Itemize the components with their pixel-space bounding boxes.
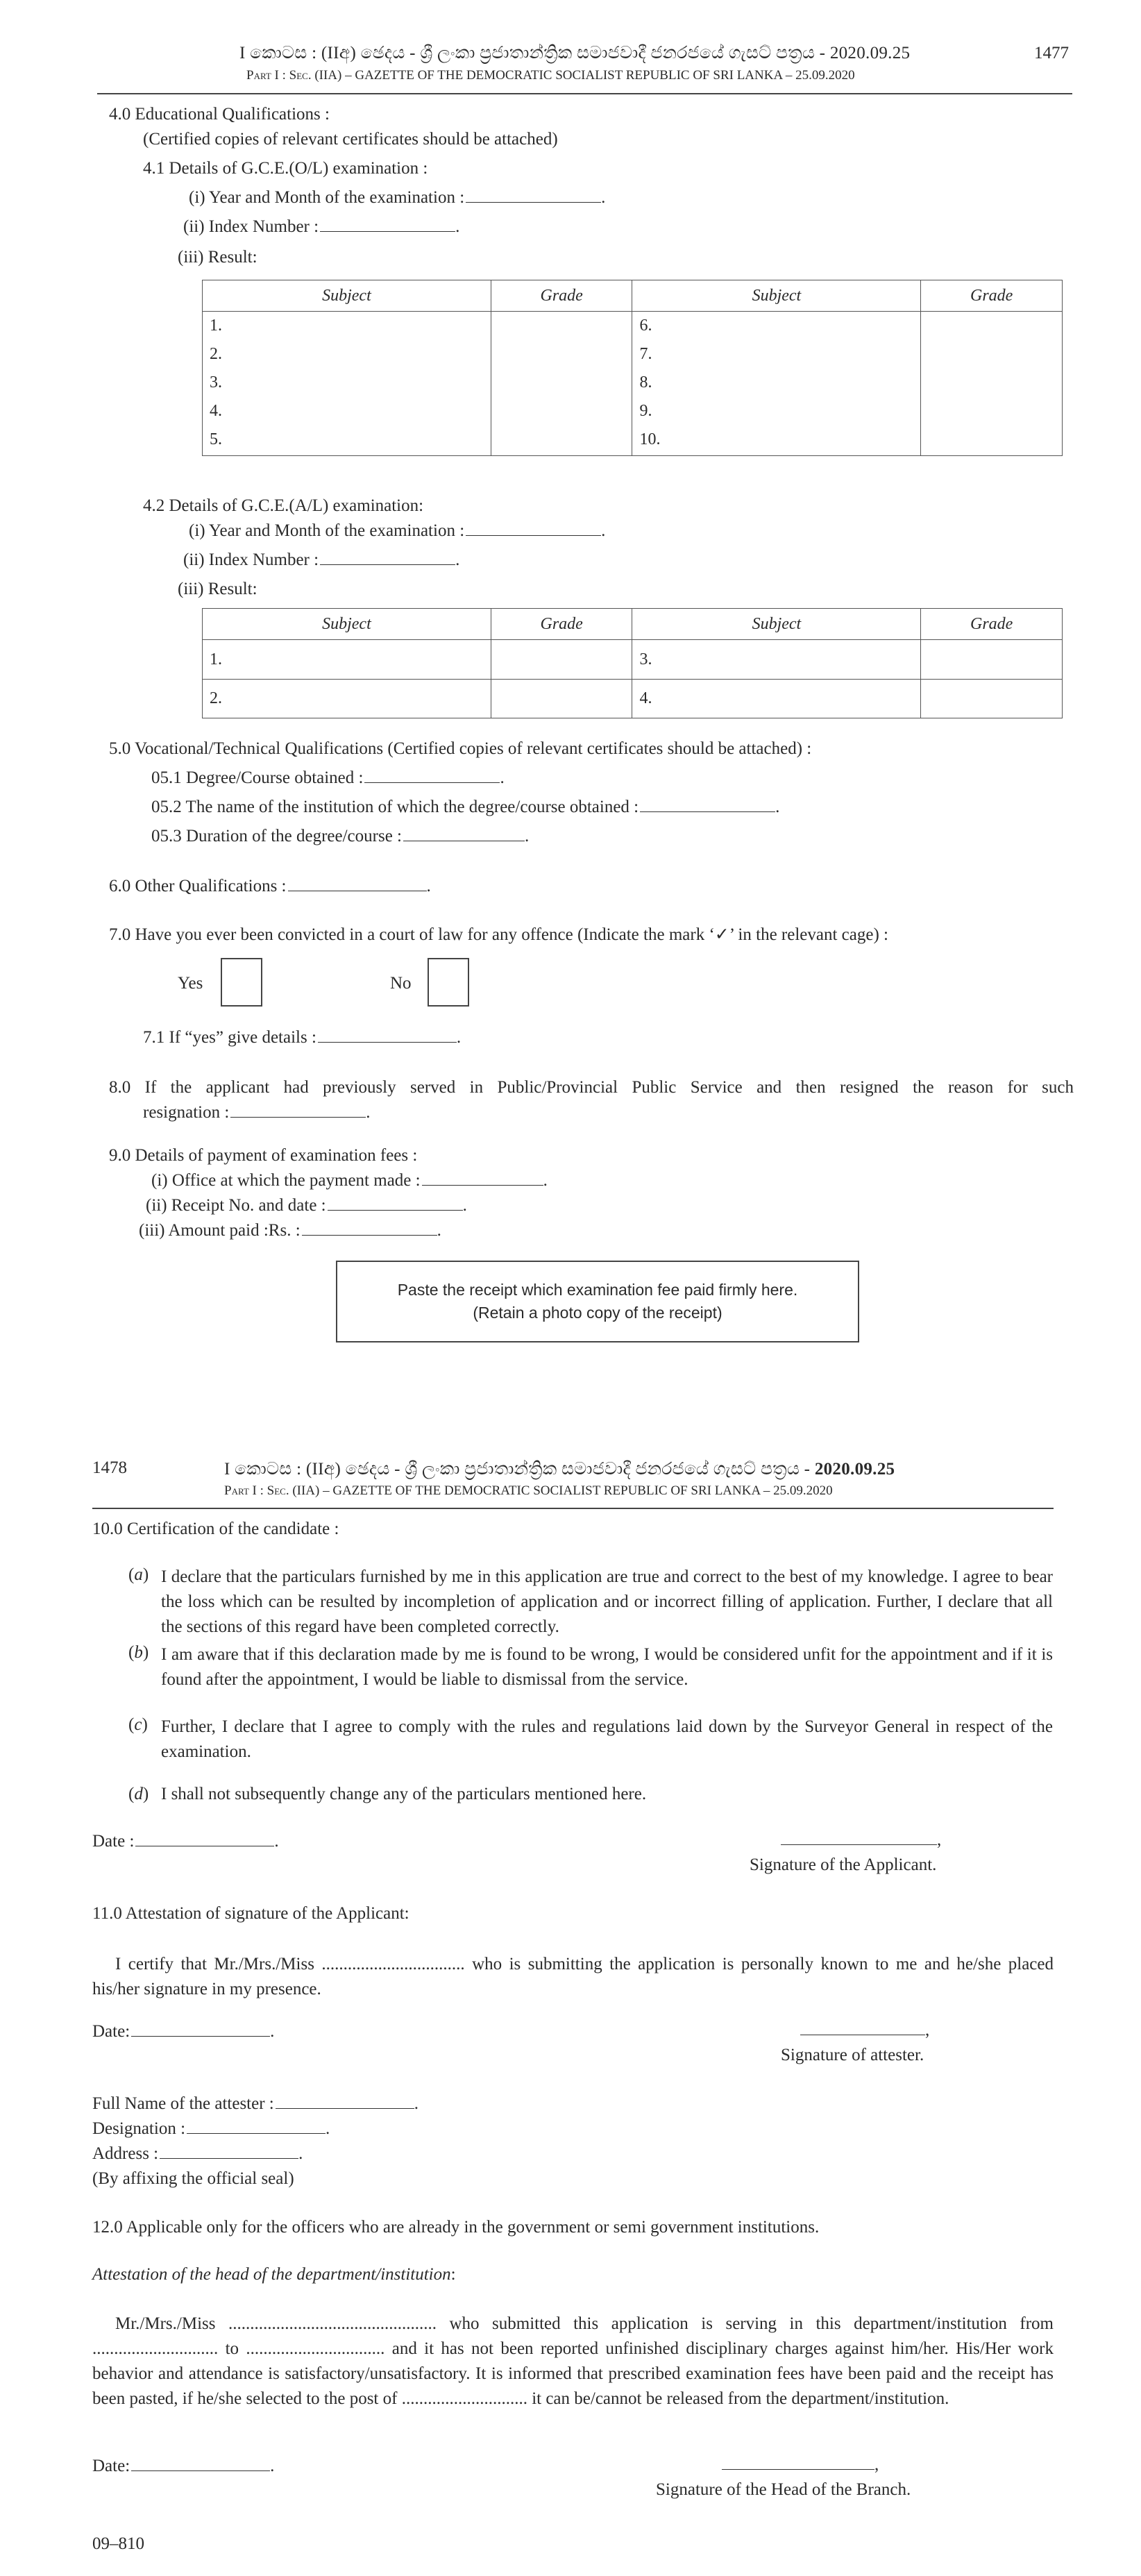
ol-row-num: 6. <box>639 317 652 335</box>
s11-name-field[interactable] <box>276 2108 414 2109</box>
s5-degree-field[interactable] <box>364 782 500 783</box>
s11-para: I certify that Mr./Mrs./Miss ................................. who is submitting the application is personally known to me and he/she placed his/her signature in my presence. <box>92 1955 1054 1998</box>
al-cell-subject[interactable]: 1. <box>203 640 491 680</box>
s9-office-label: (i) Office at which the payment made : <box>151 1171 421 1190</box>
ol-header-subject-1: Subject <box>203 280 491 312</box>
s11-address-label: Address : <box>92 2144 159 2163</box>
s10-d-text: I shall not subsequently change any of the particulars mentioned here. <box>161 1785 647 1803</box>
s7-no-checkbox[interactable] <box>428 958 469 1007</box>
page2-header-rule <box>92 1508 1054 1509</box>
s12-title: 12.0 Applicable only for the officers who are already in the government or semi government institutions. <box>92 2218 820 2237</box>
page1-header-english <box>246 68 855 84</box>
receipt-box-line2: (Retain a photo copy of the receipt) <box>473 1304 722 1322</box>
s11-name-label: Full Name of the attester : <box>92 2094 274 2113</box>
s8-resignation-field[interactable] <box>230 1117 366 1118</box>
receipt-box-line1: Paste the receipt which examination fee paid firmly here. <box>397 1281 798 1299</box>
s4-al-index-label: (ii) Index Number : <box>183 550 319 569</box>
s10-a-label: (a) <box>128 1565 149 1584</box>
s11-seal: (By affixing the official seal) <box>92 2169 294 2188</box>
s7-details: 7.1 If “yes” give details : . <box>143 1028 462 1047</box>
s4-al-index: (ii) Index Number : . <box>183 550 460 569</box>
s12-date-field[interactable] <box>131 2470 270 2471</box>
s8-resignation: resignation : . <box>143 1103 371 1122</box>
s12-subtitle-colon: : <box>450 2265 456 2284</box>
s10-d-label: (d) <box>128 1785 149 1803</box>
s5-degree-label: 05.1 Degree/Course obtained : <box>151 768 364 787</box>
page2-number: 1478 <box>92 1458 127 1477</box>
s11-address-field[interactable] <box>160 2158 298 2159</box>
s4-ol-year-field[interactable] <box>466 202 601 203</box>
s10-a-letter: a <box>134 1565 143 1584</box>
s4-al-title: 4.2 Details of G.C.E.(A/L) examination: <box>143 496 424 515</box>
s8-title: 8.0 If the applicant had previously served in Public/Provincial Public Service and then resigned the reason for such <box>109 1078 1074 1097</box>
s12-sig-line[interactable]: , <box>722 2455 879 2475</box>
al-cell-grade[interactable] <box>491 680 632 718</box>
s4-al-year-field[interactable] <box>466 535 601 536</box>
s4-al-year-label: (i) Year and Month of the examination : <box>189 521 465 540</box>
s11-designation: Designation : . <box>92 2119 330 2138</box>
s10-date-label: Date : <box>92 1832 135 1851</box>
al-cell-grade[interactable] <box>491 640 632 680</box>
s4-ol-title: 4.1 Details of G.C.E.(O/L) examination : <box>143 159 428 178</box>
s7-details-label: 7.1 If “yes” give details : <box>143 1028 316 1047</box>
ol-row-num: 8. <box>639 373 652 392</box>
s5-title: 5.0 Vocational/Technical Qualifications (Certified copies of relevant certificates should be attached) : <box>109 739 812 758</box>
page1-header-rest: – GAZETTE OF THE DEMOCRATIC SOCIALIST REPUBLIC OF SRI LANKA – 25.09.2020 <box>341 68 855 83</box>
s10-date: Date : . <box>92 1832 279 1851</box>
s4-ol-index-label: (ii) Index Number : <box>183 217 319 236</box>
al-cell-subject[interactable]: 3. <box>632 640 921 680</box>
s11-name: Full Name of the attester : . <box>92 2094 419 2113</box>
s4-al-index-field[interactable] <box>320 564 455 565</box>
s4-al-result: (iii) Result: <box>178 580 257 598</box>
s12-subtitle-text: Attestation of the head of the department/institution <box>92 2265 451 2284</box>
s12-para: Mr./Mrs./Miss ................................................ who submitted this application is serving in this department/institution from ............................. to ................................ and it has not been reported unfinished disciplinary charges against him/her. His/Her work behavior and attendance is satisfactory/unsatisfactory. It is informed that prescribed examination fees have been paid and the receipt has been pasted, if he/she selected to the post of ............................. it can be/cannot be released from the department/institution. <box>92 2314 1054 2408</box>
al-results-table <box>202 608 1063 718</box>
s9-amount-label: (iii) Amount paid :Rs. : <box>139 1221 301 1240</box>
s9-amount: (iii) Amount paid :Rs. : . <box>139 1221 441 1240</box>
ol-right-subjects[interactable] <box>632 312 921 456</box>
s9-office: (i) Office at which the payment made : . <box>151 1171 548 1190</box>
s10-sig-line[interactable]: , <box>781 1830 941 1851</box>
s4-ol-index: (ii) Index Number : . <box>183 217 460 236</box>
s6-label: 6.0 Other Qualifications : <box>109 877 287 895</box>
s10-b-label: (b) <box>128 1643 149 1662</box>
s5-duration: 05.3 Duration of the degree/course : . <box>151 827 530 845</box>
s7-yes-label: Yes <box>178 974 203 993</box>
ol-header-subject-2: Subject <box>632 280 921 312</box>
s9-receipt-label: (ii) Receipt No. and date : <box>146 1196 326 1215</box>
ol-row-num: 2. <box>210 345 222 363</box>
al-cell-grade[interactable] <box>921 680 1063 718</box>
receipt-paste-box[interactable] <box>336 1261 859 1342</box>
s9-receipt-field[interactable] <box>328 1210 463 1211</box>
s11-title: 11.0 Attestation of signature of the Applicant: <box>92 1904 409 1923</box>
s11-sig-line[interactable]: , <box>800 2020 929 2041</box>
s5-institution-label: 05.2 The name of the institution of which the degree/course obtained : <box>151 798 639 816</box>
s9-receipt: (ii) Receipt No. and date : . <box>146 1196 467 1215</box>
s11-date-label: Date: <box>92 2022 130 2041</box>
s12-date: Date: . <box>92 2457 275 2475</box>
s9-office-field[interactable] <box>422 1185 543 1186</box>
s9-title: 9.0 Details of payment of examination fees : <box>109 1146 418 1165</box>
ol-row-num: 3. <box>210 373 222 392</box>
page2-header-english <box>224 1483 833 1499</box>
footer-code: 09–810 <box>92 2534 144 2553</box>
al-header-grade-2: Grade <box>921 609 1063 640</box>
s5-duration-label: 05.3 Duration of the degree/course : <box>151 827 402 845</box>
ol-row-num: 1. <box>210 317 222 335</box>
s11-sig-label: Signature of attester. <box>781 2046 924 2064</box>
page2-header-sinhala <box>224 1459 895 1480</box>
s10-sig-label: Signature of the Applicant. <box>750 1855 937 1874</box>
ol-row-num: 10. <box>639 430 661 448</box>
s4-ol-result: (iii) Result: <box>178 248 257 267</box>
ol-results-table <box>202 280 1063 456</box>
ol-header-grade-2: Grade <box>921 280 1063 312</box>
s12-sig-underline[interactable] <box>722 2469 874 2470</box>
s10-b-text: I am aware that if this declaration made by me is found to be wrong, I would be considered unfit for the appointment and if it is found after the appointment, I would be liable to dismissal from the service. <box>161 1645 1053 1689</box>
s4-ol-year: (i) Year and Month of the examination : . <box>189 188 606 207</box>
s5-institution: 05.2 The name of the institution of which the degree/course obtained : . <box>151 798 780 816</box>
s10-c-text: Further, I declare that I agree to comply with the rules and regulations laid down by the Surveyor General in respect of the examination. <box>161 1717 1053 1761</box>
s12-subtitle <box>92 2264 456 2285</box>
s6-other: 6.0 Other Qualifications : . <box>109 877 431 895</box>
al-cell-subject[interactable]: 2. <box>203 680 491 718</box>
page2-header-part: Part I : Sec. (IIA) <box>224 1483 320 1498</box>
al-cell-subject[interactable]: 4. <box>632 680 921 718</box>
al-header-subject-2: Subject <box>632 609 921 640</box>
page1-header-sinhala: I කොටස : (IIඅ) ඡෙදය - ශ්‍රී ලංකා ප්‍රජාතාන්ත්‍රික සමාජවාදී ජනරජයේ ගැසට් පත්‍රය - 2020.09.25 <box>239 44 911 62</box>
page1-number: 1477 <box>1034 44 1069 62</box>
ol-row-num: 7. <box>639 345 652 363</box>
s10-title: 10.0 Certification of the candidate : <box>92 1519 339 1538</box>
page1-header-part: Part I : Sec. (IIA) <box>246 68 342 83</box>
al-header-grade-1: Grade <box>491 609 632 640</box>
s9-amount-field[interactable] <box>302 1235 437 1236</box>
s10-a-text: I declare that the particulars furnished by me in this application are true and correct to the best of my knowledge. I agree to bear the loss which can be resulted by incompletion of application and or incorrect filling of application. Further, I declare that all the sections of this regard have been completed correctly. <box>161 1567 1053 1636</box>
s8-resignation-label: resignation : <box>143 1103 230 1122</box>
s10-c-letter: c <box>134 1715 142 1734</box>
page2-header-date: 2020.09.25 <box>814 1460 895 1479</box>
s11-designation-field[interactable] <box>187 2133 326 2134</box>
s7-yes-checkbox[interactable] <box>221 958 262 1007</box>
ol-left-subjects[interactable] <box>203 312 491 456</box>
s10-sig-underline[interactable] <box>781 1844 937 1845</box>
ol-right-grades[interactable] <box>921 312 1063 456</box>
s12-date-label: Date: <box>92 2457 130 2475</box>
page2-header-sinhala-text: I කොටස : (IIඅ) ඡෙදය - ශ්‍රී ලංකා ප්‍රජාතාන්ත්‍රික සමාජවාදී ජනරජයේ ගැසට් පත්‍රය - <box>224 1460 815 1479</box>
s4-title: 4.0 Educational Qualifications : <box>109 105 330 124</box>
s7-details-field[interactable] <box>318 1042 457 1043</box>
page2-header-rest: – GAZETTE OF THE DEMOCRATIC SOCIALIST REPUBLIC OF SRI LANKA – 25.09.2020 <box>319 1483 833 1498</box>
s11-date-field[interactable] <box>131 2036 270 2037</box>
s5-institution-field[interactable] <box>640 811 775 812</box>
s12-sig-label: Signature of the Head of the Branch. <box>656 2480 911 2499</box>
s4-note: (Certified copies of relevant certificates should be attached) <box>143 130 558 149</box>
s11-date: Date: . <box>92 2022 275 2041</box>
s10-b-letter: b <box>134 1643 143 1662</box>
s4-al-year: (i) Year and Month of the examination : . <box>189 521 606 540</box>
s4-ol-index-field[interactable] <box>320 231 455 232</box>
s7-title: 7.0 Have you ever been convicted in a court of law for any offence (Indicate the mark ‘✓’ in the relevant cage) : <box>109 925 888 944</box>
s7-no-label: No <box>390 974 412 993</box>
al-cell-grade[interactable] <box>921 640 1063 680</box>
s11-designation-label: Designation : <box>92 2119 186 2138</box>
ol-left-grades[interactable] <box>491 312 632 456</box>
al-header-subject-1: Subject <box>203 609 491 640</box>
s11-address: Address : . <box>92 2144 303 2163</box>
s10-d-letter: d <box>134 1785 143 1803</box>
s4-ol-year-label: (i) Year and Month of the examination : <box>189 188 465 207</box>
ol-row-num: 5. <box>210 430 222 448</box>
s5-degree: 05.1 Degree/Course obtained : . <box>151 768 505 787</box>
page1-header-rule <box>97 93 1072 94</box>
ol-row-num: 9. <box>639 402 652 420</box>
ol-header-grade-1: Grade <box>491 280 632 312</box>
ol-row-num: 4. <box>210 402 222 420</box>
s10-c-label: (c) <box>128 1715 148 1734</box>
